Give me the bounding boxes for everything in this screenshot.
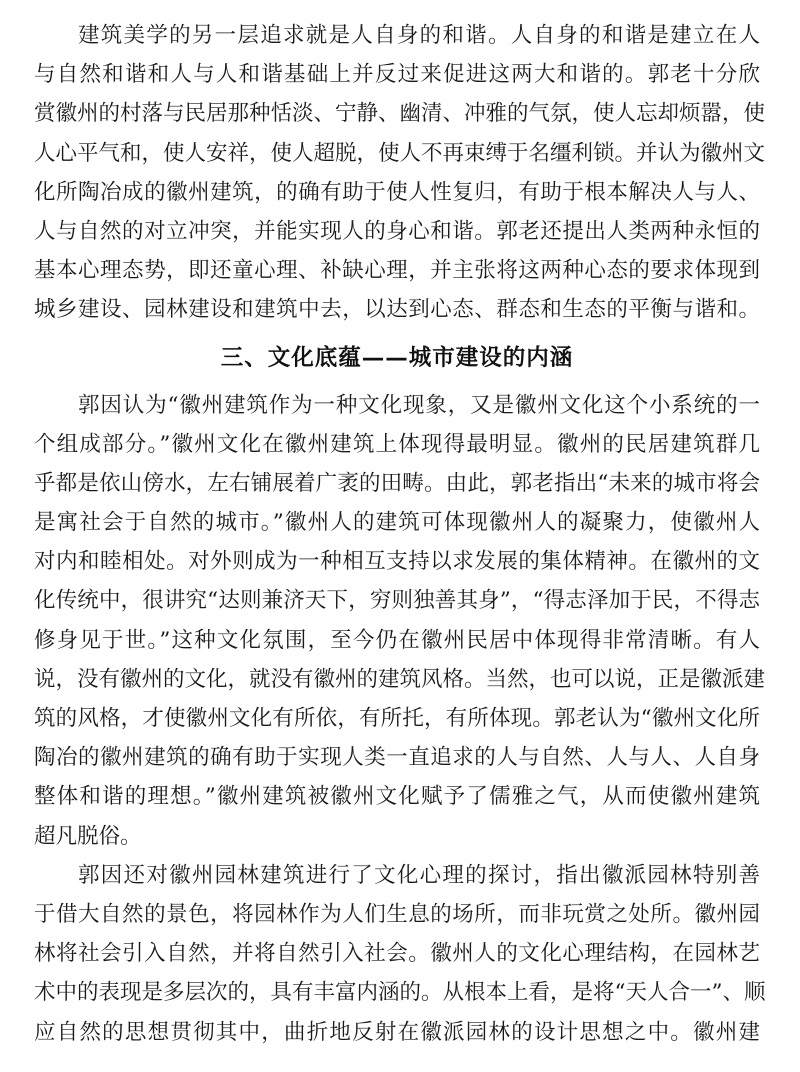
paragraph-line: 化传统中，很讲究“达则兼济天下，穷则独善其身”，“得志泽加于民，不得志	[34, 588, 760, 614]
paragraph-1	[34, 16, 766, 330]
paragraph-line: 人与自然的对立冲突，并能实现人的身心和谐。郭老还提出人类两种永恒的	[34, 218, 760, 244]
paragraph-line: 化所陶冶成的徽州建筑，的确有助于使人性复归，有助于根本解决人与人、	[34, 179, 760, 205]
paragraph-line: 是寓社会于自然的城市。”徽州人的建筑可体现徽州人的凝聚力，使徽州人	[34, 510, 760, 536]
paragraph-2	[34, 386, 766, 856]
paragraph-line: 林将社会引入自然，并将自然引入社会。徽州人的文化心理结构，在园林艺	[34, 941, 760, 967]
paragraph-line: 郭因认为“徽州建筑作为一种文化现象，又是徽州文化这个小系统的一	[78, 392, 760, 418]
paragraph-line: 对内和睦相处。对外则成为一种相互支持以求发展的集体精神。在徽州的文	[34, 549, 760, 575]
paragraph-line: 于借大自然的景色，将园林作为人们生息的场所，而非玩赏之处所。徽州园	[34, 901, 760, 927]
paragraph-line: 郭因还对徽州园林建筑进行了文化心理的探讨，指出徽派园林特别善	[78, 862, 760, 888]
paragraph-line: 整体和谐的理想。”徽州建筑被徽州文化赋予了儒雅之气，从而使徽州建筑	[34, 784, 760, 810]
document-page	[34, 16, 766, 1052]
section-heading: 三、文化底蕴——城市建设的内涵	[220, 344, 574, 371]
paragraph-line: 乎都是依山傍水，左右铺展着广袤的田畴。由此，郭老指出“未来的城市将会	[34, 470, 760, 496]
paragraph-line: 建筑美学的另一层追求就是人自身的和谐。人自身的和谐是建立在人	[78, 23, 760, 48]
paragraph-line: 基本心理态势，即还童心理、补缺心理，并主张将这两种心态的要求体现到	[34, 258, 760, 284]
paragraph-line: 应自然的思想贯彻其中，曲折地反射在徽派园林的设计思想之中。徽州建	[34, 1019, 760, 1045]
paragraph-line: 说，没有徽州的文化，就没有徽州的建筑风格。当然，也可以说，正是徽派建	[34, 666, 766, 692]
paragraph-line: 城乡建设、园林建设和建筑中去，以达到心态、群态和生态的平衡与谐和。	[34, 297, 760, 323]
paragraph-line: 人心平气和，使人安祥，使人超脱，使人不再束缚于名缰利锁。并认为徽州文	[34, 140, 766, 166]
paragraph-3	[34, 856, 766, 1052]
paragraph-line: 陶冶的徽州建筑的确有助于实现人类一直追求的人与自然、人与人、人自身	[34, 745, 760, 771]
paragraph-line: 术中的表现是多层次的，具有丰富内涵的。从根本上看，是将“天人合一”、顺	[34, 980, 766, 1006]
paragraph-line: 与自然和谐和人与人和谐基础上并反过来促进这两大和谐的。郭老十分欣	[34, 62, 760, 88]
paragraph-line: 修身见于世。”这种文化氛围，至今仍在徽州民居中体现得非常清晰。有人	[34, 627, 760, 653]
paragraph-line: 赏徽州的村落与民居那种恬淡、宁静、幽清、冲雅的气氛，使人忘却烦嚣，使	[34, 101, 766, 127]
paragraph-line: 超凡脱俗。	[34, 823, 142, 849]
paragraph-line: 筑的风格，才使徽州文化有所依，有所托，有所体现。郭老认为“徽州文化所	[34, 706, 760, 731]
paragraph-line: 个组成部分。”徽州文化在徽州建筑上体现得最明显。徽州的民居建筑群几	[34, 431, 760, 457]
